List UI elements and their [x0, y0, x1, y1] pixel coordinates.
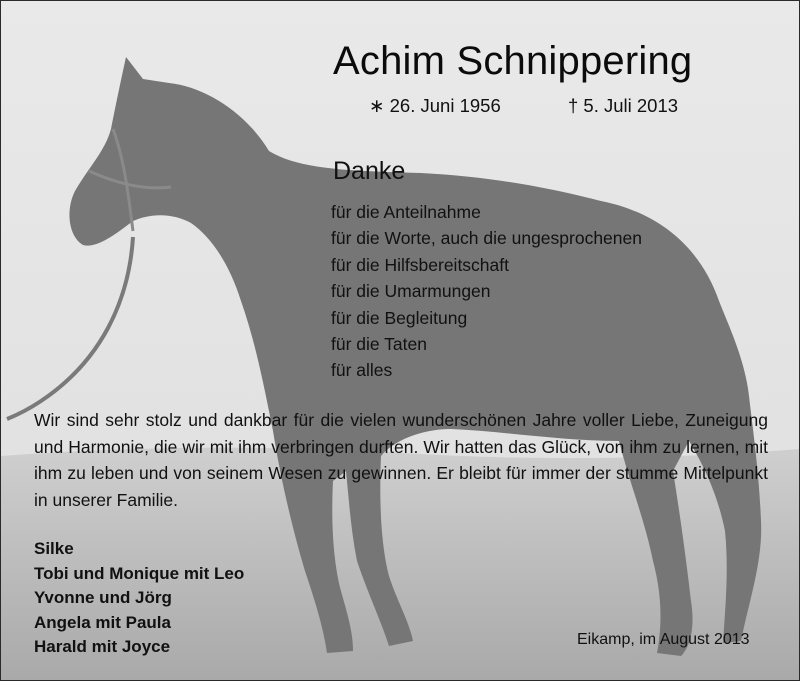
- thanks-heading: Danke: [333, 157, 406, 185]
- thanks-item: für die Umarmungen: [331, 281, 491, 302]
- thanks-item: für die Taten: [331, 334, 427, 355]
- signer: Angela mit Paula: [34, 612, 171, 632]
- place-date: Eikamp, im August 2013: [577, 631, 750, 648]
- thanks-item: für die Anteilnahme: [331, 202, 481, 222]
- thanks-item: für die Hilfsbereitschaft: [331, 254, 509, 275]
- birth-date: ∗ 26. Juni 1956: [369, 95, 501, 116]
- signer: Yvonne und Jörg: [34, 588, 172, 608]
- signer: Silke: [34, 539, 74, 558]
- signers-list: [34, 537, 244, 660]
- thanks-list: [331, 199, 642, 384]
- death-date: † 5. Juli 2013: [568, 95, 679, 116]
- deceased-name: Achim Schnippering: [333, 39, 693, 83]
- signer: Tobi und Monique mit Leo: [34, 563, 245, 583]
- thanks-item: für die Worte, auch die ungesprochenen: [331, 228, 642, 249]
- thanks-item: für die Begleitung: [331, 307, 468, 328]
- thanks-item: für alles: [331, 360, 393, 381]
- signer: Harald mit Joyce: [34, 637, 171, 657]
- gratitude-message: Wir sind sehr stolz und dankbar für die vielen wunderschönen Jahre voller Liebe, Zuneigung und Harmonie, die wir mit ihm verbringen durften. Wir hatten das Glück, von ihm zu lernen, mit ihm zu leben und von seinem Wesen zu gewinnen. Er bleibt für immer der stumme Mittelpunkt in unserer Familie.: [34, 410, 768, 510]
